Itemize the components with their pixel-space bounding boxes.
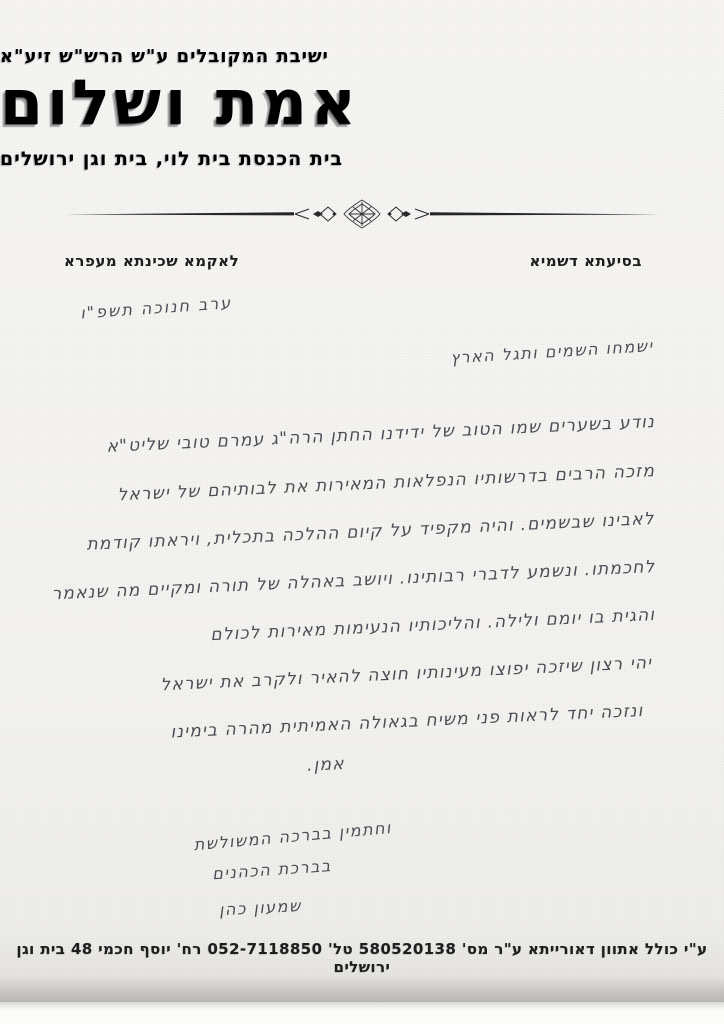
- handwritten-body-line: נודע בשערים שמו הטוב של ידידנו החתן הרה"ג עמרם טובי שליט"א: [106, 412, 656, 457]
- handwritten-body-line: מזכה הרבים בדרשותיו הנפלאות המאירות את לבותיהם של ישראל: [116, 461, 656, 506]
- signature-blessing-line: בברכת הכהנים: [212, 856, 333, 884]
- handwritten-date: ערב חנוכה תשפ"ו: [79, 293, 233, 323]
- handwritten-body-line: לחכמתו. ונשמע לדברי רבותינו. ויושב באהלה של תורה ומקיים מה שנאמר: [50, 557, 656, 605]
- handwritten-body-line: ונזכה יחד לראות פני משיח בגאולה האמיתית מהרה בימינו: [170, 701, 645, 743]
- scanner-background: [0, 1002, 724, 1024]
- handwritten-greeting: ישמחו השמים ותגל הארץ: [450, 336, 655, 368]
- signature-blessing-line: וחתמין בברכה המשולשת: [193, 818, 393, 855]
- letterhead-subtitle: בית הכנסת בית לוי, בית וגן ירושלים: [0, 148, 344, 170]
- handwritten-body-line: לאבינו שבשמים. והיה מקפיד על קיום ההלכה בתכלית, ויראתו קודמת: [86, 509, 656, 555]
- handwritten-amen: אמן.: [306, 754, 346, 776]
- subheader-besiyata-dishmaya: בסיעתא דשמיא: [529, 252, 642, 270]
- subheader-leakama-shechinta: לאקמא שכינתא מעפרא: [64, 252, 240, 270]
- signature-name: שמעון כהן: [218, 896, 303, 920]
- handwritten-body-line: והגית בו יומם ולילה. והליכותיו הנעימות מאירות לכולם: [209, 605, 656, 646]
- letterhead-title: אמת ושלום: [0, 66, 361, 139]
- divider-ornament-icon: [62, 196, 662, 232]
- paper-bottom-edge-shadow: [0, 976, 724, 1002]
- handwritten-body-line: יהי רצון שיזכה יפוצו מעינותיו חוצה להאיר ולקרב את ישראל: [159, 653, 653, 696]
- footer-contact-line: ע"י כולל אתוון דאורייתא ע"ר מס' 580520138 טל' ‎052-7118850‎ רח' יוסף חכמי 48 בית וגן ירושלים: [16, 940, 708, 976]
- letterhead-institution: ישיבת המקובלים ע"ש הרש"ש זיע"א: [0, 46, 329, 67]
